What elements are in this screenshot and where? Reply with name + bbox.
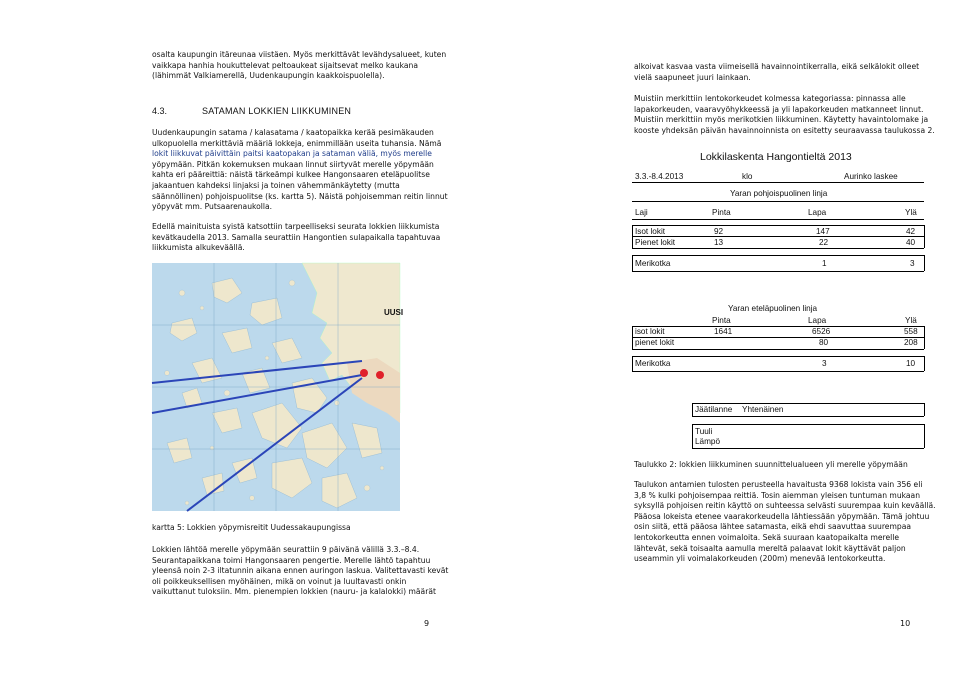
south-header-yla: Ylä	[905, 316, 917, 325]
south-header-pinta: Pinta	[712, 316, 731, 325]
table-cell: 42	[906, 227, 916, 236]
map-place-label: UUSI	[384, 308, 404, 317]
north-line-title: Yaran pohjoispuolinen linja	[730, 189, 828, 198]
section-number: 4.3.	[152, 106, 168, 116]
table-cell: Merikotka	[635, 359, 671, 368]
text-line: kooste yhdeksän päivän havainnoinnista on esitetty seuraavassa taulukossa 2.	[634, 125, 935, 135]
col-header-yla: Ylä	[905, 208, 917, 217]
text-line: oli poikkeuksellisen myöhäinen, mikä on voinut ja luultavasti onkin	[152, 576, 407, 586]
text-line: jakaantuen kahdeksi linjaksi ja toinen vähemmänkäytetty (mutta	[152, 180, 400, 190]
table-cell: Merikotka	[635, 259, 671, 268]
table-cell: 208	[904, 338, 918, 347]
table-cell: 3	[822, 359, 827, 368]
text-line: lentokorkeutta ennen voimaloita. Sekä suuraan kaatopaikalta merelle	[634, 532, 900, 542]
table-cell: 40	[906, 238, 916, 247]
page-number: 9	[424, 619, 430, 628]
ice-value: Yhtenäinen	[742, 405, 784, 414]
text-line: Lokkien lähtöä merelle yöpymään seurattiin 9 päivänä välillä 3.3.–8.4.	[152, 545, 420, 554]
table-cell: 10	[906, 359, 916, 368]
text-line: Muistiin merkittiin myös merikotkien liikkuminen. Käytetty havaintolomake ja	[634, 115, 929, 125]
table-cell: 13	[714, 238, 724, 247]
table-cell: 3	[910, 259, 915, 268]
paragraph-2	[152, 222, 440, 254]
text-line: lähtevät, sekä toisaalta aamulla mereltä palaavat lokit käyttävät paljon	[634, 543, 906, 553]
text-line: ulkopuolella merkittäviä määriä lokkeja, enimmillään useita tuhansia. Nämä	[152, 138, 442, 148]
table-cell: 1641	[714, 327, 733, 336]
text-line: Edellä mainituista syistä katsottiin tarpeelliseksi seurata lokkien liikkumista	[152, 222, 440, 231]
site-marker	[376, 371, 384, 379]
col-header-laji: Laji	[635, 208, 648, 217]
page-number: 10	[900, 619, 911, 628]
right-page	[480, 0, 960, 674]
text-line: osin siitä, että pääosa lähtee satamasta, eikä ehdi saavuttaa suurempaa	[634, 522, 912, 532]
table-cell: 80	[819, 338, 829, 347]
paragraph-2	[634, 94, 935, 136]
site-marker	[360, 369, 368, 377]
text-line: liikkumista alkukeväällä.	[152, 243, 245, 253]
text-line: Pääosa lokeista etenee vaarakorkeudella lähtiessään yöpymään. Tämä johtuu	[634, 511, 930, 521]
section-title: SATAMAN LOKKIEN LIIKKUMINEN	[202, 106, 352, 116]
table-cell: 558	[904, 327, 918, 336]
table-cell: 147	[816, 227, 830, 236]
text-line: alkoivat kasvaa vasta viimeisellä havainnointikerralla, eikä selkälokit olleet	[634, 62, 920, 71]
table-cell: Pienet lokit	[635, 238, 676, 247]
table-cell: 22	[819, 238, 829, 247]
paragraph-3	[152, 545, 448, 598]
text-line: kahta eri pääreittiä: näistä tärkeämpi kulkee Hangonsaaren eteläpuolitse	[152, 170, 430, 180]
text-line: yöpyvät mm. Putsaarenaukolla.	[152, 202, 273, 212]
text-line: syksyllä pohjoisen reitin käyttö on suhteessa selvästi suurempaa kuin keväällä.	[634, 501, 936, 511]
south-line-title: Yaran eteläpuolinen linja	[728, 304, 818, 313]
text-line: Taulukon antamien tulosten perusteella havaitusta 9368 lokista vain 356 eli	[634, 480, 923, 489]
table-dates: 3.3.-8.4.2013	[635, 172, 684, 181]
text-line: Muistiin merkittiin lentokorkeudet kolmessa kategoriassa: pinnassa alle	[634, 94, 906, 103]
ice-label: Jäätilanne	[695, 405, 733, 414]
text-line: Seurantapaikkana toimi Hangonsaaren pengertie. Merelle lähtö tapahtuu	[152, 555, 431, 565]
text-line: yleensä noin 2-3 iltatunnin aikana ennen auringon laskua. Valitettavasti kevät	[152, 566, 449, 576]
table-cell: 1	[822, 259, 827, 268]
wind-label: Tuuli	[695, 427, 713, 436]
text-line: Uudenkaupungin satama / kalasatama / kaatopaikka kerää pesimäkauden	[152, 128, 434, 137]
table-cell: 92	[714, 227, 724, 236]
paragraph-3	[634, 480, 936, 565]
paragraph-1	[152, 128, 448, 213]
table-cell: Isot lokit	[635, 227, 666, 236]
table-caption: Taulukko 2: lokkien liikkuminen suunnittelualueen yli merelle yöpymään	[634, 460, 908, 469]
text-line: lokit liikkuvat päivittäin paitsi kaatopakan ja sataman väliä, myös merelle	[152, 149, 432, 159]
text-line: useammin yli voimalakorkeuden (200m) menevää lentokorkeutta.	[634, 554, 886, 564]
text-line: vielä saapuneet juuri lainkaan.	[634, 72, 751, 82]
text-line: (lähimmät Valkiamerellä, Uudenkaupungin kaakkoispuolella).	[152, 71, 385, 81]
south-header-lapa: Lapa	[808, 316, 827, 325]
paragraph-1	[634, 62, 919, 83]
table-cell: pienet lokit	[635, 338, 675, 347]
text-line: vaikuttanut tuloksiin. Mm. pienempien lokkien (nauru- ja kalalokki) määrät	[152, 587, 436, 597]
table-cell: isot lokit	[635, 327, 665, 336]
map-image	[152, 263, 400, 511]
table-cell: 6526	[812, 327, 831, 336]
col-header-pinta: Pinta	[712, 208, 731, 217]
map-caption: kartta 5: Lokkien yöpymisreitit Uudessakaupungissa	[152, 523, 351, 532]
table-klo: klo	[742, 172, 753, 181]
temp-label: Lämpö	[695, 437, 721, 446]
col-header-lapa: Lapa	[808, 208, 827, 217]
text-line: yöpymään. Pitkän kokemuksen mukaan linnut siirtyvät merelle yöpymään	[152, 159, 434, 169]
intro-paragraph	[152, 50, 446, 82]
text-line: säännöllinen) pohjoispuolitse (ks. kartta 5). Näistä pohjoisemman reitin linnut	[152, 191, 448, 201]
table-title: Lokkilaskenta Hangontieltä 2013	[700, 151, 852, 163]
route-map	[152, 263, 404, 511]
table-sunset: Aurinko laskee	[844, 172, 898, 181]
text-line: vaikkapa hanhia houkuttelevat peltoaukeat sijaitsevat melko kaukana	[152, 60, 419, 70]
text-line: kevätkaudella 2013. Samalla seurattiin Hangontien sulapaikalla tapahtuvaa	[152, 232, 441, 242]
text-line: 3,8 % kulki pohjoisempaa reittiä. Tosin aiemman yleisen tuntuman mukaan	[634, 490, 921, 500]
text-line: lapakorkeuden, vaaravyöhykkeessä ja yli lapakorkeuden matkanneet linnut.	[634, 104, 924, 114]
text-line: osalta kaupungin itäreunaa viistäen. Myös merkittävät levähdysalueet, kuten	[152, 50, 447, 59]
